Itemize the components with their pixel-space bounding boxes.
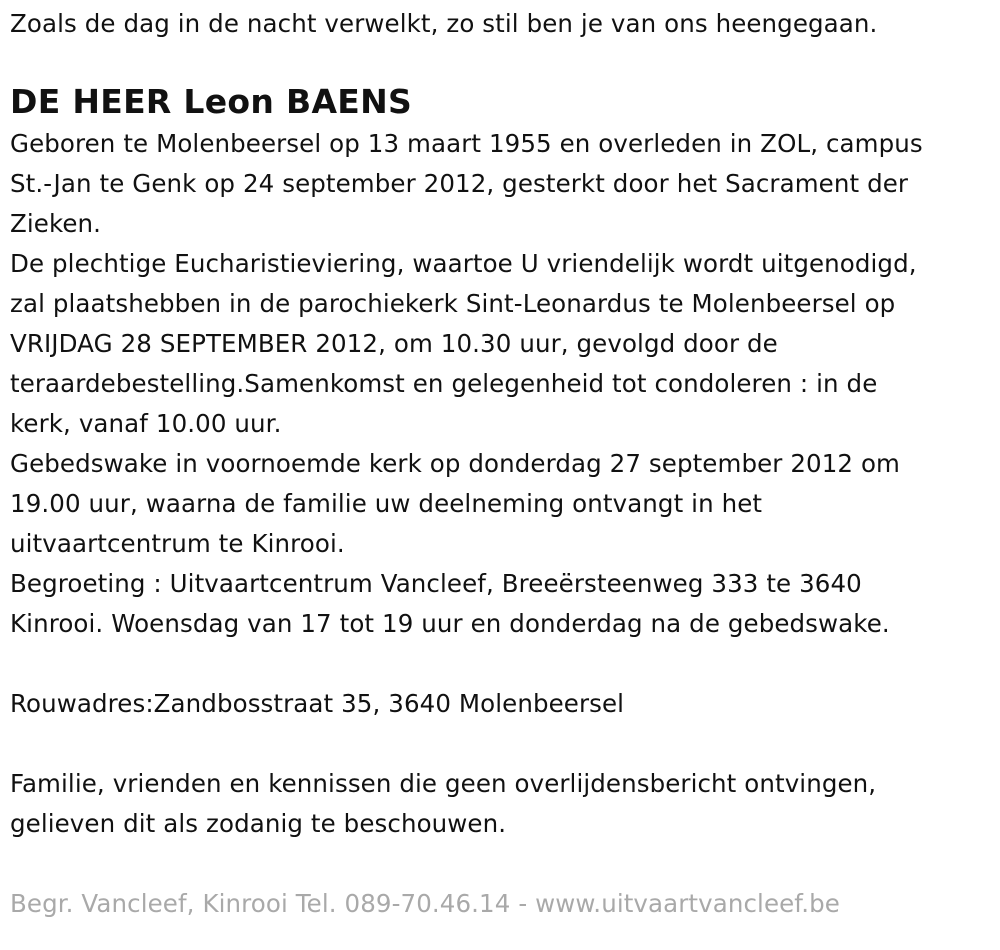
body-line: De plechtige Eucharistieviering, waartoe U vriendelijk wordt uitgenodigd,	[10, 249, 917, 278]
body-line: teraardebestelling.Samenkomst en gelegenheid tot condoleren : in de	[10, 369, 878, 398]
body-line: St.-Jan te Genk op 24 september 2012, gesterkt door het Sacrament der	[10, 169, 909, 198]
body-line: Kinrooi. Woensdag van 17 tot 19 uur en donderdag na de gebedswake.	[10, 609, 890, 638]
body-line: kerk, vanaf 10.00 uur.	[10, 409, 282, 438]
body-line: 19.00 uur, waarna de familie uw deelneming ontvangt in het	[10, 489, 763, 518]
body-line: Begroeting : Uitvaartcentrum Vancleef, Breeërsteenweg 333 te 3640	[10, 569, 862, 598]
deceased-name-heading: DE HEER Leon BAENS	[10, 82, 413, 121]
notice-paragraph	[10, 764, 995, 844]
funeral-home-footer: Begr. Vancleef, Kinrooi Tel. 089-70.46.14 - www.uitvaartvancleef.be	[10, 889, 840, 918]
body-line: Geboren te Molenbeersel op 13 maart 1955 en overleden in ZOL, campus	[10, 129, 923, 158]
body-line: VRIJDAG 28 SEPTEMBER 2012, om 10.30 uur, gevolgd door de	[10, 329, 778, 358]
mourning-address: Rouwadres:Zandbosstraat 35, 3640 Molenbeersel	[10, 689, 625, 718]
notice-line: Familie, vrienden en kennissen die geen overlijdensbericht ontvingen,	[10, 769, 877, 798]
spacer	[10, 724, 995, 764]
body-line: zal plaatshebben in de parochiekerk Sint-Leonardus te Molenbeersel op	[10, 289, 896, 318]
spacer	[10, 644, 995, 684]
obituary-notice	[10, 4, 995, 924]
intro-verse: Zoals de dag in de nacht verwelkt, zo stil ben je van ons heengegaan.	[10, 9, 878, 38]
body-line: Gebedswake in voornoemde kerk op donderdag 27 september 2012 om	[10, 449, 901, 478]
body-line: Zieken.	[10, 209, 102, 238]
spacer	[10, 844, 995, 884]
notice-line: gelieven dit als zodanig te beschouwen.	[10, 809, 507, 838]
obituary-body	[10, 124, 995, 644]
body-line: uitvaartcentrum te Kinrooi.	[10, 529, 345, 558]
